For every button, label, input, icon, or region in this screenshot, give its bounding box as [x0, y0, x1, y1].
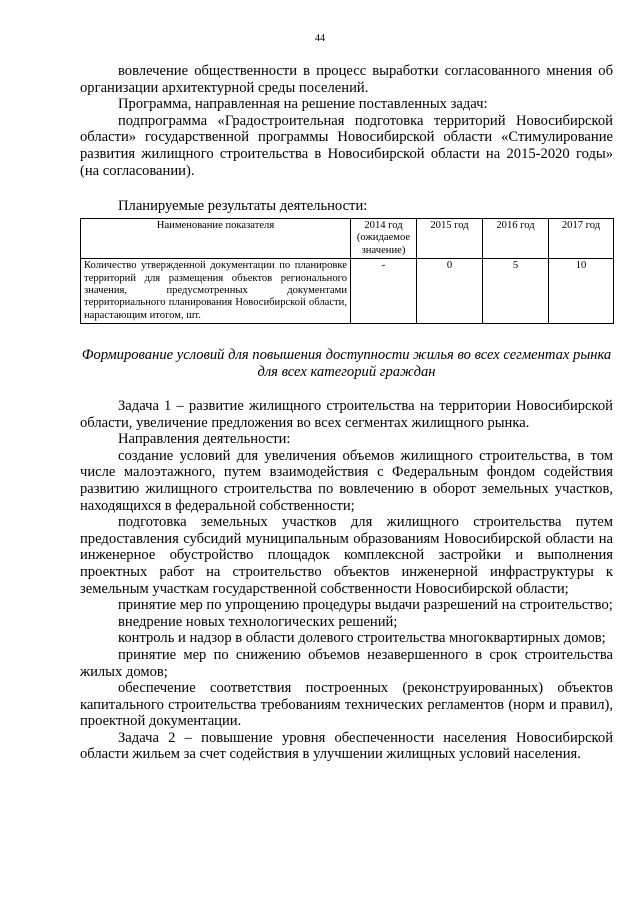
- header-indicator: Наименование показателя: [81, 219, 351, 259]
- value-2015: 0: [417, 259, 483, 324]
- body-text: [80, 398, 613, 763]
- paragraph: контроль и надзор в области долевого строительства многоквартирных домов;: [118, 630, 606, 647]
- paragraph: Направления деятельности:: [118, 431, 291, 448]
- paragraph: внедрение новых технологических решений;: [118, 613, 398, 630]
- paragraph: подготовка земельных участков для жилищного строительства путем предоставления субсидий муниципальным образованиям Новосибирской области на инженерное обустройство площадок комплексной застройки и выполнения проектных работ на строительство объектов инженерной инфраструктуры к земельным участкам государственной собственности Новосибирской области;: [80, 514, 613, 597]
- table-header-row: [81, 219, 614, 259]
- paragraph: принятие мер по упрощению процедуры выдачи разрешений на строительство;: [118, 597, 613, 614]
- paragraph: Задача 1 – развитие жилищного строительства на территории Новосибирской области, увеличение предложения во всех сегментах жилищного рынка.: [80, 398, 613, 431]
- value-2017: 10: [549, 259, 614, 324]
- page-number: 44: [315, 33, 325, 44]
- paragraph: Задача 2 – повышение уровня обеспеченности населения Новосибирской области жильем за счет содействия в улучшении жилищных условий населения.: [80, 729, 613, 763]
- table-row: [81, 259, 614, 324]
- paragraph: принятие мер по снижению объемов незавершенного в срок строительства жилых домов;: [80, 646, 613, 680]
- value-2014: -: [351, 259, 417, 324]
- header-2015: 2015 год: [417, 219, 483, 259]
- header-2017: 2017 год: [549, 219, 614, 259]
- paragraph: Программа, направленная на решение поставленных задач:: [118, 96, 488, 113]
- value-2016: 5: [483, 259, 549, 324]
- indicator-name: Количество утвержденной документации по планировке территорий для размещения объектов регионального значения, предусмотренных документами территориального планирования Новосибирской области, нарастающим итогом, шт.: [81, 259, 351, 324]
- paragraph: подпрограмма «Градостроительная подготовка территорий Новосибирской области» государственной программы Новосибирской области «Стимулирование развития жилищного строительства в Новосибирской области на 2015-2020 годы» (на согласовании).: [80, 112, 613, 179]
- section-title: Формирование условий для повышения доступности жилья во всех сегментах рынка для всех категорий граждан: [81, 347, 612, 381]
- results-table: [80, 218, 614, 324]
- results-title: Планируемые результаты деятельности:: [118, 198, 368, 214]
- paragraph: создание условий для увеличения объемов жилищного строительства, в том числе малоэтажного, путем взаимодействия с Федеральным фондом содействия развитию жилищного строительства по вовлечению в оборот земельных участков, находящихся в федеральной собственности;: [80, 447, 613, 514]
- paragraph: обеспечение соответствия построенных (реконструированных) объектов капитального строительства требованиям технических регламентов (норм и правил), проектной документации.: [80, 680, 613, 730]
- header-2014: 2014 год (ожидаемое значение): [351, 219, 417, 259]
- paragraph: вовлечение общественности в процесс выработки согласованного мнения об организации архитектурной среды поселений.: [80, 63, 613, 96]
- intro-text: [80, 63, 613, 179]
- header-2016: 2016 год: [483, 219, 549, 259]
